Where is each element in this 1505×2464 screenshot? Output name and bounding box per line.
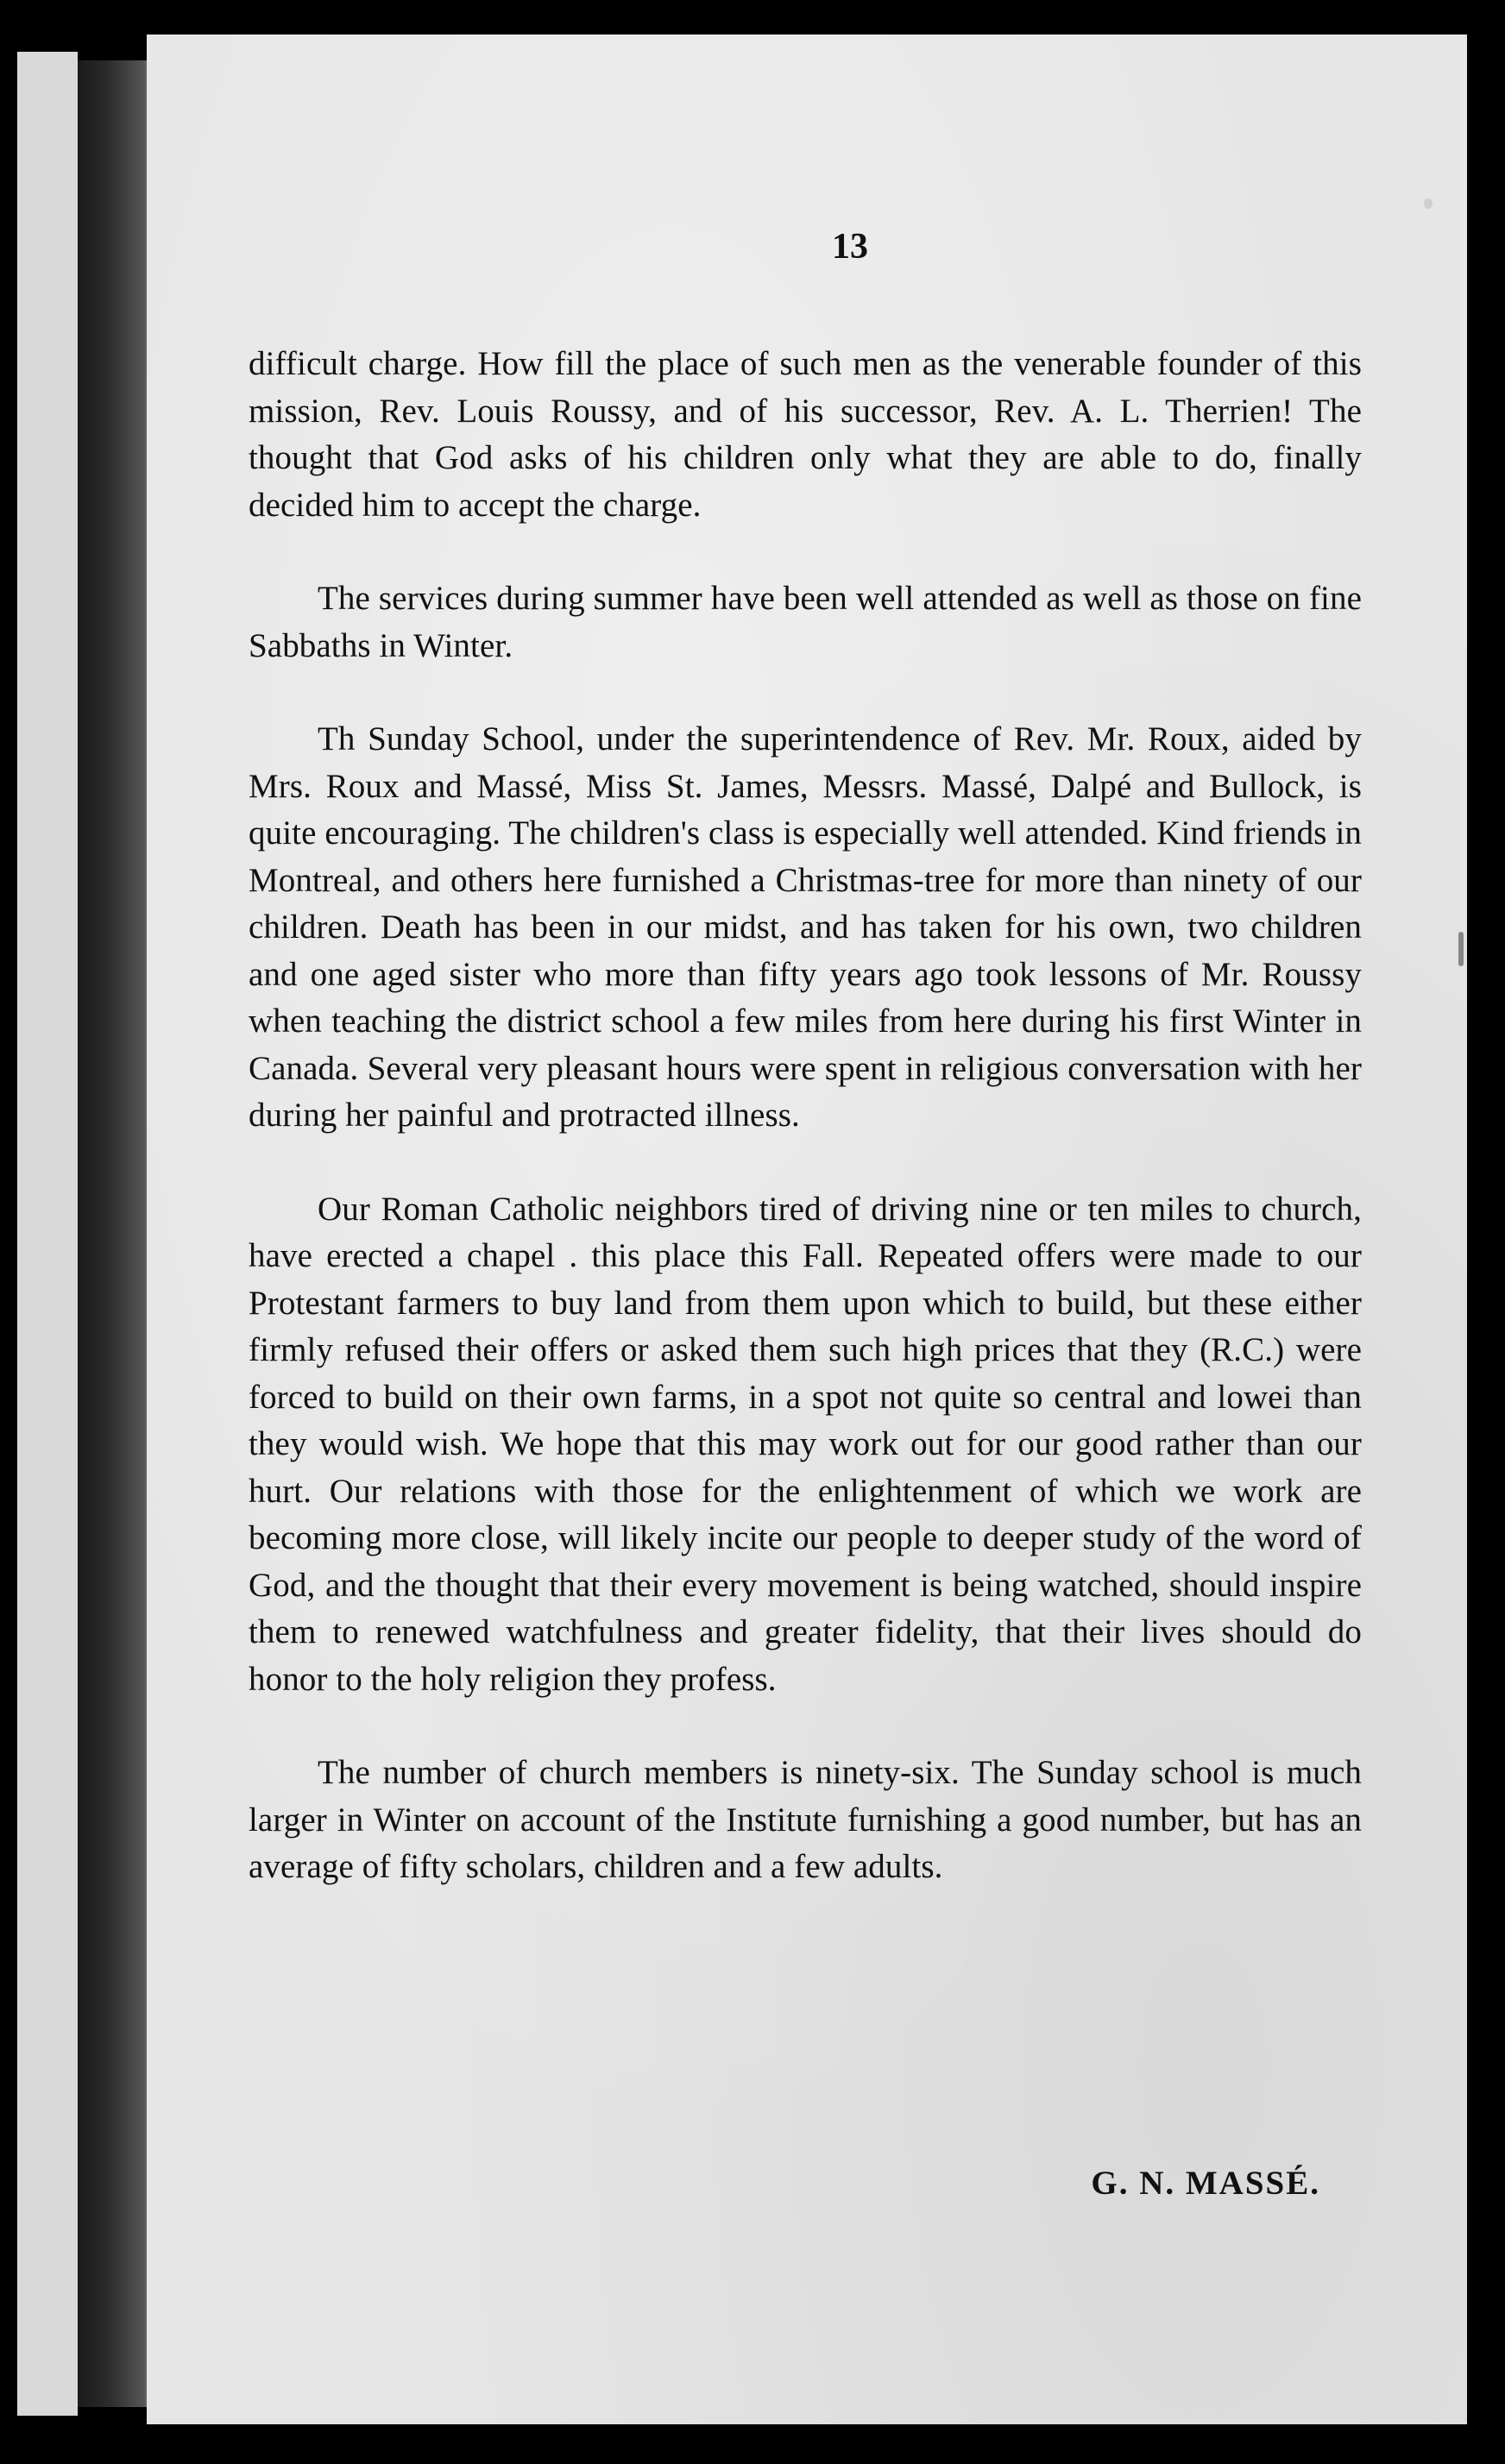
paragraph-4: Our Roman Catholic neighbors tired of driving nine or ten miles to church, have erected a chapel . this place this Fall. Repeated offers were made to our Protestant farmers to buy land from them upon which to build, but these either firmly refused their offers or asked them such high prices that they (R.C.) were forced to build on their own farms, in a spot not quite so central and lowei than they would wish. We hope that this may work out for our good rather than our hurt. Our relations with those for the enlightenment of which we work are becoming more close, will likely incite our people to deeper study of the word of God, and the thought that their every movement is being watched, should inspire them to renewed watchfulness and greater fidelity, that their lives should do honor to the holy religion they profess. — [249, 1190, 1362, 1698]
page-number: 13 — [832, 227, 868, 267]
page-body — [249, 341, 1362, 1938]
book-spine-shadow — [78, 60, 155, 2407]
scan-speck — [1424, 198, 1433, 209]
paragraph-1: difficult charge. How fill the place of such men as the venerable founder of this mission, Rev. Louis Roussy, and of his successor, Rev. A. L. Therrien! The thought that God asks of his children only what they are able to do, finally decided him to accept the charge. — [249, 345, 1362, 524]
paragraph-2: The services during summer have been well attended as well as those on fine Sabbaths in Winter. — [249, 580, 1362, 664]
paragraph-5: The number of church members is ninety-six. The Sunday school is much larger in Winter on account of the Institute furnishing a good number, but has an average of fifty scholars, children and a few adults. — [249, 1754, 1362, 1885]
book-page — [147, 35, 1467, 2424]
scan-speck — [1458, 932, 1464, 966]
paragraph-3: Th Sunday School, under the superintendence of Rev. Mr. Roux, aided by Mrs. Roux and Massé, Miss St. James, Messrs. Massé, Dalpé and Bullock, is quite encouraging. The children's class is especially well attended. Kind friends in Montreal, and others here furnished a Christmas-tree for more than ninety of our children. Death has been in our midst, and has taken for his own, two children and one aged sister who more than fifty years ago took lessons of Mr. Roussy when teaching the district school a few miles from here during his first Winter in Canada. Several very pleasant hours were spent in religious conversation with her during her painful and protracted illness. — [249, 720, 1362, 1134]
signature: G. N. MASSÉ. — [1091, 2165, 1320, 2202]
scan-left-margin — [17, 52, 78, 2416]
